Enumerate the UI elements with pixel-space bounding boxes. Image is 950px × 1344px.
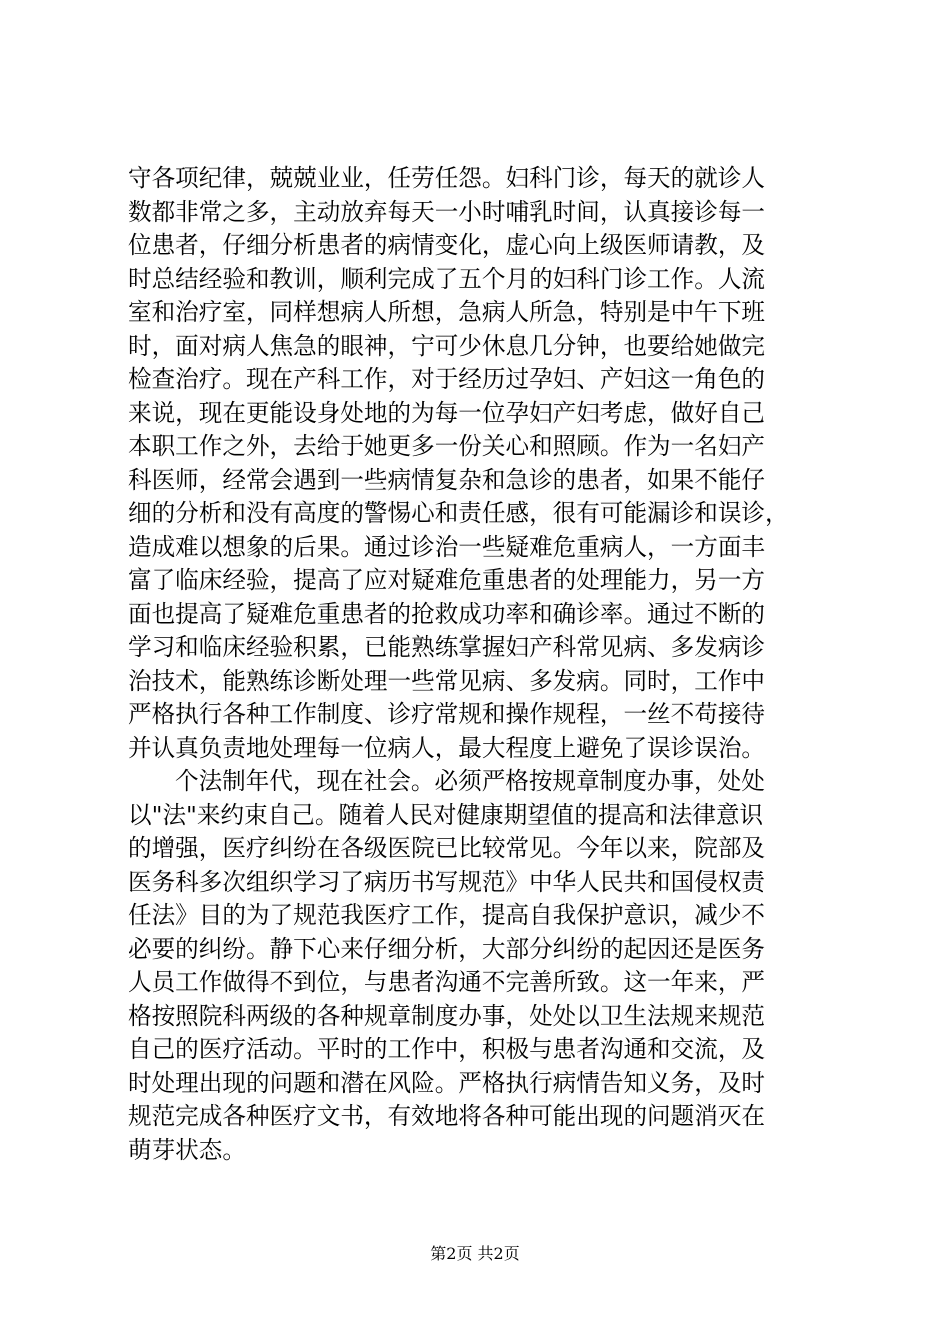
text-line: 时处理出现的问题和潜在风险。严格执行病情告知义务，及时 — [128, 1068, 766, 1097]
text-line: 严格执行各种工作制度、诊疗常规和操作规程，一丝不苟接待 — [128, 700, 766, 728]
text-line: 时总结经验和教训，顺利完成了五个月的妇科门诊工作。人流 — [128, 264, 766, 293]
text-line: 学习和临床经验积累，已能熟练掌握妇产科常见病、多发病诊 — [128, 633, 766, 661]
document-body — [128, 162, 836, 1167]
text-line: 位患者，仔细分析患者的病情变化，虚心向上级医师请教，及 — [128, 231, 766, 259]
text-line: 守各项纪律，兢兢业业，任劳任怨。妇科门诊，每天的就诊人 — [128, 164, 766, 192]
text-line: 本职工作之外，去给于她更多一份关心和照顾。作为一名妇产 — [128, 432, 766, 460]
text-line: 人员工作做得不到位，与患者沟通不完善所致。这一年来，严 — [128, 968, 766, 996]
text-line: 检查治疗。现在产科工作，对于经历过孕妇、产妇这一角色的 — [128, 365, 766, 393]
text-line: 室和治疗室，同样想病人所想，急病人所急，特别是中午下班 — [128, 298, 766, 326]
text-line: 来说，现在更能设身处地的为每一位孕妇产妇考虑，做好自己 — [128, 398, 766, 427]
text-line: 面也提高了疑难危重患者的抢救成功率和确诊率。通过不断的 — [128, 599, 766, 628]
page-number-label: 第2页 共2页 — [430, 1244, 520, 1263]
text-line: 规范完成各种医疗文书，有效地将各种可能出现的问题消灭在 — [128, 1102, 766, 1130]
paragraph-2 — [128, 765, 836, 1167]
paragraph-1 — [128, 162, 836, 765]
text-line: 造成难以想象的后果。通过诊治一些疑难危重病人，一方面丰 — [128, 532, 766, 561]
text-line: 科医师，经常会遇到一些病情复杂和急诊的患者，如果不能仔 — [128, 465, 766, 494]
text-line: 任法》目的为了规范我医疗工作，提高自我保护意识，减少不 — [128, 901, 766, 929]
text-line: 富了临床经验，提高了应对疑难危重患者的处理能力，另一方 — [128, 566, 766, 594]
text-line: 格按照院科两级的各种规章制度办事，处处以卫生法规来规范 — [128, 1001, 766, 1030]
text-line: 细的分析和没有高度的警惕心和责任感，很有可能漏诊和误诊， — [128, 499, 789, 527]
text-line-first: 个法制年代，现在社会。必须严格按规章制度办事，处处 — [175, 767, 765, 795]
text-line: 时，面对病人焦急的眼神，宁可少休息几分钟，也要给她做完 — [128, 331, 766, 360]
page-footer — [0, 1244, 950, 1264]
text-line: 医务科多次组织学习了病历书写规范》中华人民共和国侵权责 — [128, 867, 766, 896]
text-line: 以"法"来约束自己。随着人民对健康期望值的提高和法律意识 — [128, 800, 764, 829]
text-line: 治技术，能熟练诊断处理一些常见病、多发病。同时，工作中 — [128, 666, 766, 695]
text-line: 的增强，医疗纠纷在各级医院已比较常见。今年以来，院部及 — [128, 834, 766, 862]
text-line: 必要的纠纷。静下心来仔细分析，大部分纠纷的起因还是医务 — [128, 934, 766, 963]
text-line: 萌芽状态。 — [128, 1135, 246, 1164]
text-line: 自己的医疗活动。平时的工作中，积极与患者沟通和交流，及 — [128, 1035, 766, 1063]
text-line: 并认真负责地处理每一位病人，最大程度上避免了误诊误治。 — [128, 733, 766, 762]
text-line: 数都非常之多，主动放弃每天一小时哺乳时间，认真接诊每一 — [128, 197, 766, 226]
